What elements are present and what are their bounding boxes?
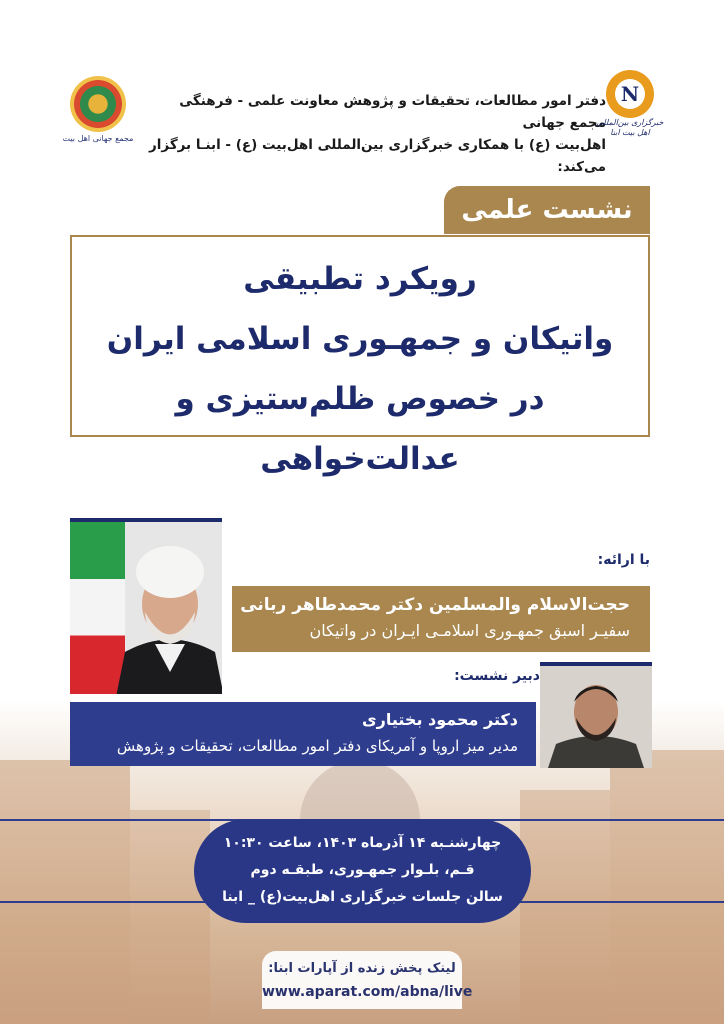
logo-left-caption: مجمع جهانی اهل بیت [62, 134, 134, 143]
moderator-label: دبیر نشست: [454, 668, 540, 684]
speaker-portrait-icon [115, 532, 222, 694]
building-left [0, 760, 130, 1024]
event-type-tag: نشست علمی [444, 186, 650, 234]
abna-logo-letter: N [615, 79, 645, 109]
event-title-box [70, 235, 650, 477]
event-details-pill [194, 819, 531, 923]
header-line-2: اهل‌بیت (ع) با همکاری خبرگزاری بین‌المللی اهل‌بیت (ع) - ابنـا برگزار می‌کند: [149, 137, 606, 175]
title-line-3: در خصوص ظلم‌ستیزی و عدالت‌خواهی [175, 381, 545, 477]
presenter-label: با ارائه: [597, 552, 650, 568]
building-right [610, 750, 724, 1024]
live-stream-link[interactable]: www.aparat.com/abna/live [262, 984, 473, 1000]
moderator-portrait-icon [540, 666, 652, 768]
event-address: قـم، بلـوار جمهـوری، طبقـه دوم [250, 862, 475, 878]
header-line-1: دفتر امور مطالعات، تحقیقات و پژوهش معاونت علمی - فرهنگی مجمع جهانی [179, 93, 606, 131]
live-stream-box [262, 951, 473, 1009]
moderator-photo [540, 666, 652, 768]
title-line-1: رویکرد تطبیقی [243, 261, 477, 297]
speaker-photo [70, 522, 222, 694]
abna-logo [606, 70, 654, 118]
live-stream-label: لینک پخش زنده از آپارات ابنا: [268, 961, 456, 976]
building-right-2 [520, 790, 610, 1024]
moderator-role: مدیر میز اروپا و آمریکای دفتر امور مطالعات، تحقیقات و پژوهش [116, 737, 518, 755]
moderator-name: دکتر محمود بختیاری [361, 710, 518, 729]
ahlulbayt-world-assembly-logo [70, 76, 126, 132]
moderator-info-box [70, 702, 536, 766]
header-organizer-text [146, 90, 606, 178]
event-datetime: چهارشنـبه ۱۴ آذرماه ۱۴۰۳، ساعت ۱۰:۳۰ [223, 835, 502, 851]
event-venue: سالن جلسات خبرگزاری اهل‌بیت(ع) _ ابنا [222, 889, 503, 905]
logo-right-caption: خبرگزاری بین‌المللی اهل بیت ابنا [596, 118, 664, 137]
speaker-name: حجت‌الاسلام والمسلمین دکتر محمدطاهر ربانی [240, 595, 630, 615]
title-line-2: واتیکان و جمهـوری اسلامی ایران [106, 321, 614, 357]
speaker-role: سفیـر اسبق جمهـوری اسلامـی ایـران در واتیکان [309, 621, 630, 640]
speaker-info-box [232, 586, 650, 652]
